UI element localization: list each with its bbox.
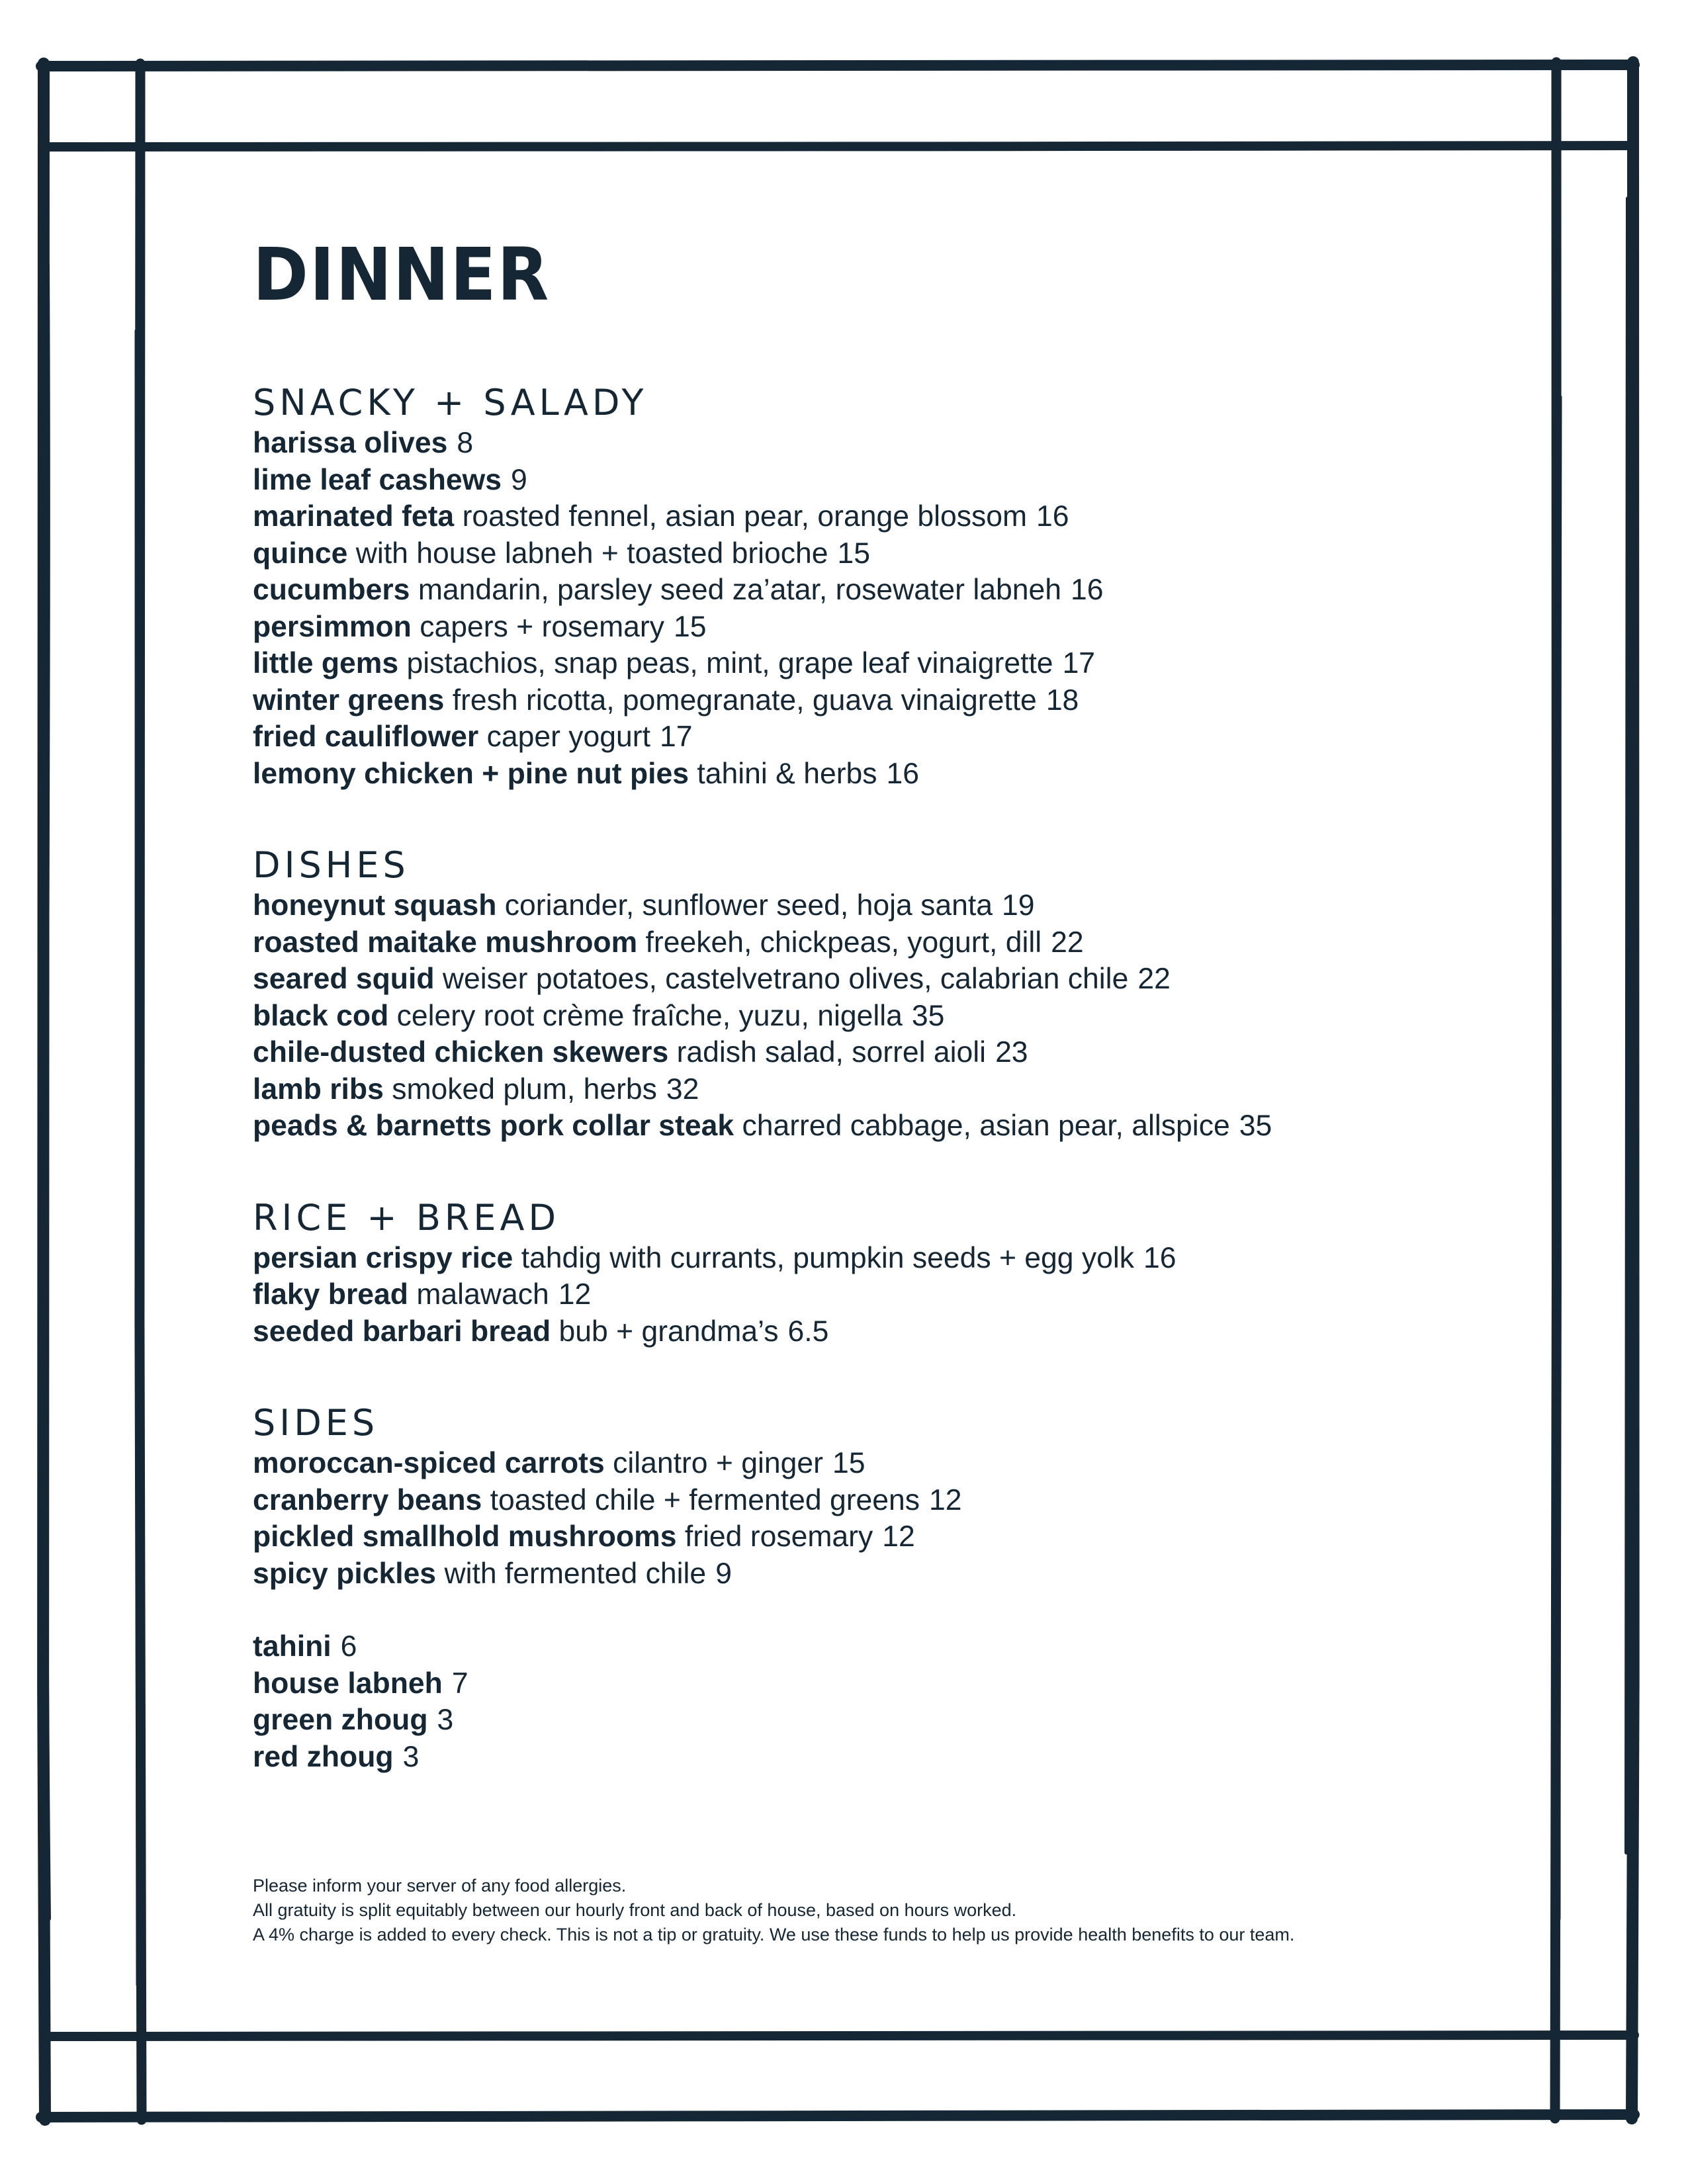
item-name: seeded barbari bread [253, 1315, 551, 1348]
menu-item [253, 1240, 1510, 1277]
item-description: fried rosemary [684, 1520, 873, 1553]
allergy-note: Please inform your server of any food allergies. [253, 1876, 627, 1896]
section-snacky-salady [253, 384, 1510, 792]
item-description: freekeh, chickpeas, yogurt, dill [645, 926, 1042, 959]
section-heading: SNACKY + SALADY [253, 382, 648, 423]
menu-item [253, 756, 1510, 793]
item-description: charred cabbage, asian pear, allspice [742, 1110, 1230, 1142]
menu-item [253, 1518, 1510, 1555]
item-name: peads & barnetts pork collar steak [253, 1110, 734, 1142]
menu-item [253, 1665, 1510, 1702]
frame-outer-bottom [41, 2115, 1634, 2117]
item-description: roasted fennel, asian pear, orange blossom [462, 500, 1028, 533]
item-name: flaky bread [253, 1278, 408, 1311]
menu-item [253, 1739, 1510, 1776]
item-price: 35 [1239, 1110, 1272, 1142]
item-name: little gems [253, 647, 399, 679]
section-heading: SIDES [253, 1402, 379, 1444]
item-name: spicy pickles [253, 1557, 437, 1590]
item-name: cranberry beans [253, 1483, 482, 1516]
item-price: 16 [1070, 574, 1104, 606]
item-price: 9 [511, 463, 527, 496]
frame-outer-left [43, 64, 45, 2120]
item-description: tahdig with currants, pumpkin seeds + egg yolk [521, 1241, 1135, 1274]
item-description: toasted chile + fermented greens [490, 1483, 920, 1516]
menu-item [253, 1276, 1510, 1313]
menu-sections [253, 384, 1510, 1775]
item-name: black cod [253, 999, 389, 1032]
item-price: 32 [666, 1072, 699, 1106]
item-description: radish salad, sorrel aioli [676, 1036, 987, 1069]
menu-item [253, 425, 1510, 462]
item-price: 18 [1045, 683, 1079, 717]
item-price: 23 [995, 1036, 1028, 1069]
item-name: winter greens [253, 683, 445, 717]
section-dishes [253, 846, 1510, 1145]
item-name: lemony chicken + pine nut pies [253, 757, 689, 790]
item-name: marinated feta [253, 500, 455, 533]
item-name: cucumbers [253, 574, 410, 606]
item-description: pistachios, snap peas, mint, grape leaf vinaigrette [406, 647, 1053, 679]
item-price: 35 [911, 999, 945, 1032]
section-sides [253, 1404, 1510, 1775]
menu-item [253, 1702, 1510, 1739]
item-name: red zhoug [253, 1740, 394, 1773]
footer-notes [253, 1874, 1510, 1947]
menu-item [253, 572, 1510, 609]
item-description: bub + grandma’s [558, 1315, 779, 1348]
item-price: 15 [673, 610, 707, 643]
item-price: 12 [558, 1278, 592, 1311]
item-name: lamb ribs [253, 1072, 384, 1106]
frame-inner-top [44, 146, 1634, 147]
item-price: 22 [1137, 963, 1171, 995]
item-description: cilantro + ginger [613, 1447, 823, 1479]
item-price: 6 [340, 1630, 357, 1663]
item-price: 8 [457, 427, 474, 459]
menu-item [253, 1445, 1510, 1482]
frame-outer-right [1632, 62, 1634, 2118]
item-price: 12 [929, 1483, 962, 1516]
menu-item [253, 719, 1510, 756]
menu-title: DINNER [253, 232, 551, 317]
menu-item [253, 924, 1510, 961]
menu-content [253, 232, 1510, 1829]
item-name: persimmon [253, 610, 412, 643]
item-name: fried cauliflower [253, 721, 479, 753]
item-name: chile-dusted chicken skewers [253, 1036, 669, 1069]
menu-item [253, 535, 1510, 572]
item-price: 3 [402, 1740, 420, 1773]
frame-outer-top [41, 65, 1634, 66]
item-price: 22 [1051, 926, 1084, 959]
item-price: 17 [1062, 647, 1096, 679]
section-heading: RICE + BREAD [253, 1196, 560, 1239]
item-description: celery root crème fraîche, yuzu, nigella [396, 999, 903, 1032]
item-name: house labneh [253, 1667, 443, 1700]
item-name: green zhoug [253, 1704, 428, 1736]
item-name: roasted maitake mushroom [253, 926, 638, 959]
item-name: persian crispy rice [253, 1241, 513, 1274]
item-description: coriander, sunflower seed, hoja santa [504, 889, 993, 922]
item-name: harissa olives [253, 427, 448, 459]
menu-item [253, 887, 1510, 924]
item-name: lime leaf cashews [253, 463, 502, 496]
menu-item [253, 645, 1510, 682]
menu-item [253, 961, 1510, 998]
item-description: tahini & herbs [697, 757, 877, 790]
menu-item [253, 1034, 1510, 1071]
item-description: with fermented chile [444, 1557, 707, 1590]
item-description: smoked plum, herbs [392, 1072, 657, 1106]
menu-item [253, 462, 1510, 499]
item-description: capers + rosemary [420, 610, 664, 643]
sides-extras [253, 1628, 1510, 1775]
menu-item [253, 1555, 1510, 1593]
item-name: pickled smallhold mushrooms [253, 1520, 677, 1553]
menu-item [253, 1313, 1510, 1350]
item-name: tahini [253, 1630, 332, 1663]
item-price: 7 [451, 1667, 468, 1700]
item-price: 19 [1001, 889, 1035, 922]
menu-item [253, 1628, 1510, 1665]
item-description: fresh ricotta, pomegranate, guava vinaigrette [452, 683, 1037, 717]
item-price: 6.5 [787, 1315, 829, 1348]
item-description: weiser potatoes, castelvetrano olives, calabrian chile [442, 963, 1129, 995]
item-name: moroccan-spiced carrots [253, 1447, 605, 1479]
menu-item [253, 998, 1510, 1035]
item-price: 15 [837, 537, 871, 570]
menu-item [253, 1071, 1510, 1108]
item-description: mandarin, parsley seed za’atar, rosewater labneh [418, 574, 1061, 606]
item-description: caper yogurt [486, 721, 650, 753]
health-charge-note: A 4% charge is added to every check. This is not a tip or gratuity. We use these funds to help us provide health benefits to our team. [253, 1925, 1295, 1944]
item-price: 16 [886, 757, 920, 790]
item-price: 12 [882, 1520, 915, 1553]
item-price: 16 [1036, 500, 1069, 533]
menu-item [253, 609, 1510, 646]
item-price: 15 [832, 1447, 866, 1479]
item-description: malawach [416, 1278, 549, 1311]
section-rice-bread [253, 1196, 1510, 1350]
item-name: quince [253, 537, 348, 570]
item-name: honeynut squash [253, 889, 497, 922]
menu-item [253, 1108, 1510, 1145]
section-heading: DISHES [253, 844, 410, 886]
frame-inner-left [140, 64, 142, 2120]
item-price: 17 [659, 721, 693, 753]
menu-item [253, 1482, 1510, 1519]
item-description: with house labneh + toasted brioche [355, 537, 828, 570]
item-name: seared squid [253, 963, 435, 995]
item-price: 9 [715, 1557, 732, 1590]
menu-item [253, 682, 1510, 719]
item-price: 16 [1143, 1241, 1177, 1274]
gratuity-note: All gratuity is split equitably between our hourly front and back of house, based on hours worked. [253, 1900, 1017, 1920]
item-price: 3 [437, 1704, 454, 1736]
frame-inner-bottom [44, 2035, 1634, 2037]
frame-inner-right [1555, 62, 1557, 2118]
menu-item [253, 498, 1510, 535]
